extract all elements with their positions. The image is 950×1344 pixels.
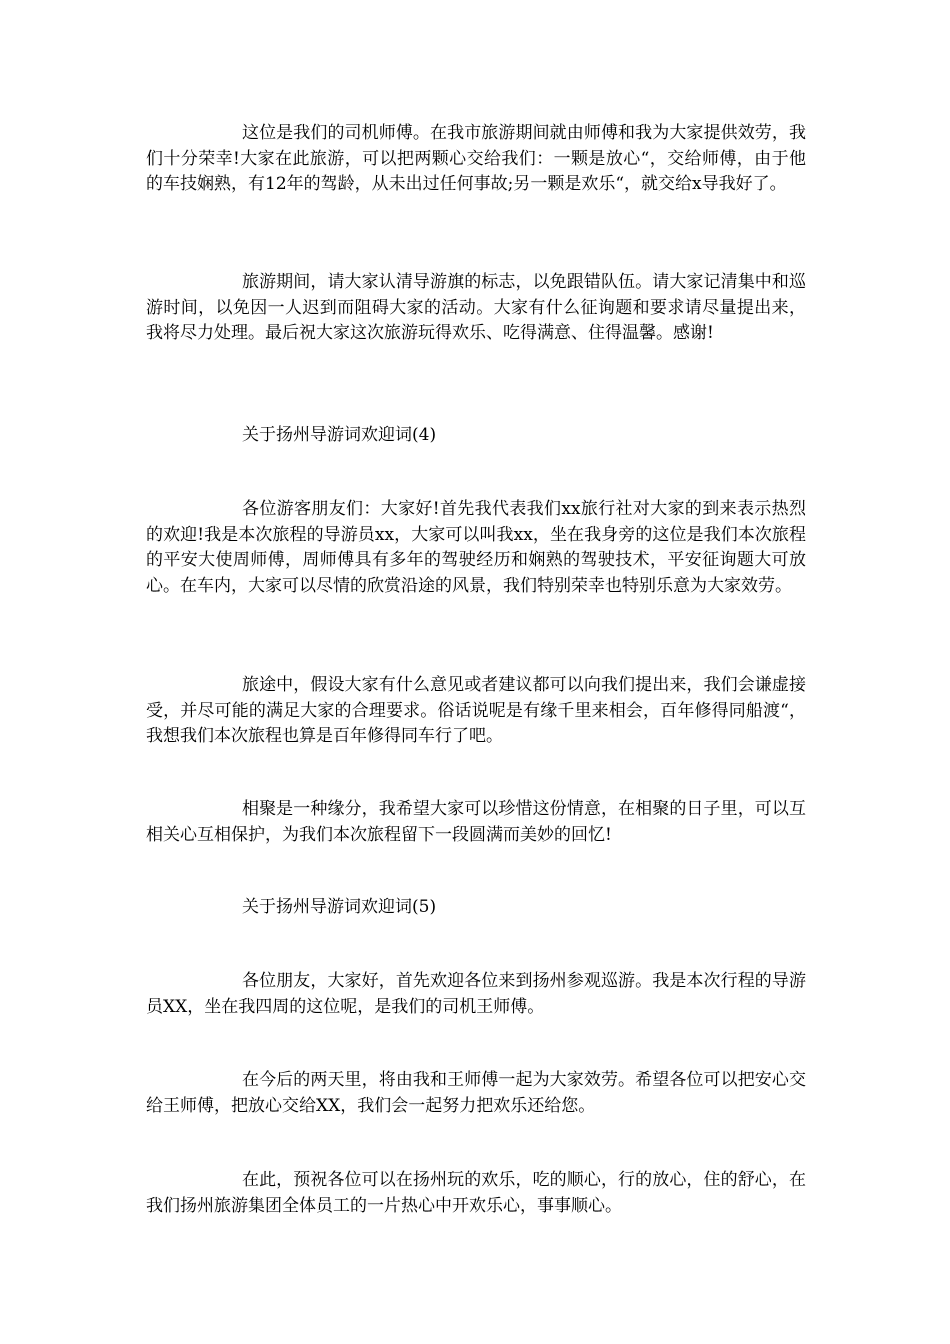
paragraph-welcome-5: 各位朋友，大家好，首先欢迎各位来到扬州参观巡游。我是本次行程的导游员XX，坐在我四周的这位呢，是我们的司机王师傅。	[146, 971, 806, 1017]
paragraph-suggestions: 旅途中，假设大家有什么意见或者建议都可以向我们提出来，我们会谦虚接受，并尽可能的满足大家的合理要求。俗话说呢是有缘千里来相会，百年修得同船渡“，我想我们本次旅程也算是百年修得同车行了吧。	[146, 675, 806, 746]
paragraph-welcome-4: 各位游客朋友们：大家好!首先我代表我们xx旅行社对大家的到来表示热烈的欢迎!我是本次旅程的导游员xx，大家可以叫我xx，坐在我身旁的这位是我们本次旅程的平安大使周师傅，周师傅具有多年的驾驶经历和娴熟的驾驶技术，平安征询题大可放心。在车内，大家可以尽情的欣赏沿途的风景，我们特别荣幸也特别乐意为大家效劳。	[146, 499, 806, 596]
section-heading-5: 关于扬州导游词欢迎词(5)	[242, 897, 437, 917]
paragraph-two-days: 在今后的两天里，将由我和王师傅一起为大家效劳。希望各位可以把安心交给王师傅，把放心交给XX，我们会一起努力把欢乐还给您。	[146, 1070, 806, 1116]
section-heading-4: 关于扬州导游词欢迎词(4)	[242, 425, 437, 445]
paragraph-tour-reminders: 旅游期间，请大家认清导游旗的标志，以免跟错队伍。请大家记清集中和巡游时间，以免因一人迟到而阻碍大家的活动。大家有什么征询题和要求请尽量提出来，我将尽力处理。最后祝大家这次旅游玩得欢乐、吃得满意、住得温馨。感谢!	[146, 272, 806, 343]
paragraph-wishes: 在此，预祝各位可以在扬州玩的欢乐，吃的顺心，行的放心，住的舒心，在我们扬州旅游集团全体员工的一片热心中开欢乐心，事事顺心。	[146, 1170, 806, 1216]
paragraph-driver-intro: 这位是我们的司机师傅。在我市旅游期间就由师傅和我为大家提供效劳，我们十分荣幸!大家在此旅游，可以把两颗心交给我们：一颗是放心“，交给师傅，由于他的车技娴熟，有12年的驾龄，从未出过任何事故;另一颗是欢乐“，就交给x导我好了。	[146, 123, 806, 194]
paragraph-fate: 相聚是一种缘分，我希望大家可以珍惜这份情意，在相聚的日子里，可以互相关心互相保护，为我们本次旅程留下一段圆满而美妙的回忆!	[146, 799, 806, 845]
